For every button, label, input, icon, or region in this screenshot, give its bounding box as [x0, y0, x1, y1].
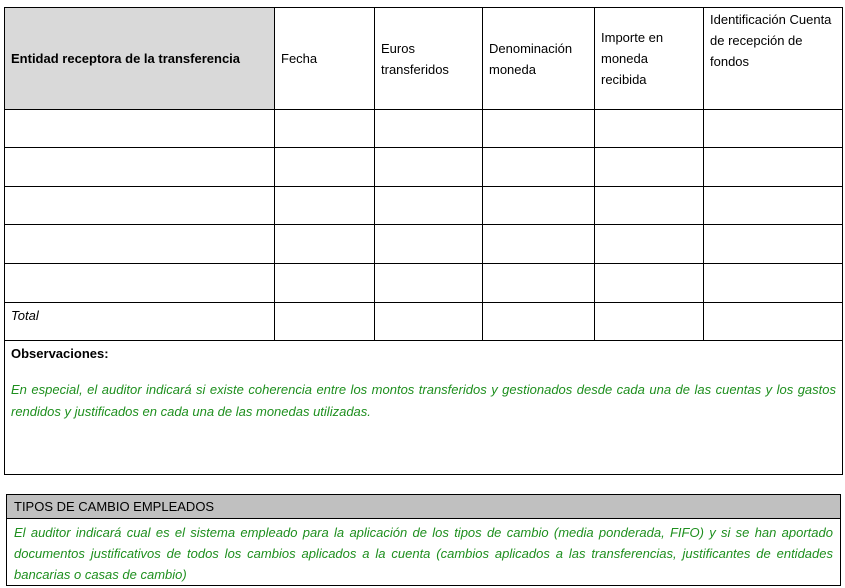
total-cell[interactable]	[274, 302, 375, 341]
table-cell[interactable]	[482, 263, 595, 303]
table-cell[interactable]	[703, 224, 843, 264]
table-cell[interactable]	[4, 109, 275, 148]
table-cell[interactable]	[274, 147, 375, 187]
table-cell[interactable]	[482, 186, 595, 225]
table-cell[interactable]	[594, 224, 704, 264]
table-cell[interactable]	[374, 186, 483, 225]
table-cell[interactable]	[703, 186, 843, 225]
tipos-cambio-title: TIPOS DE CAMBIO EMPLEADOS	[7, 495, 840, 519]
total-cell[interactable]	[482, 302, 595, 341]
table-cell[interactable]	[4, 224, 275, 264]
total-cell[interactable]	[374, 302, 483, 341]
table-cell[interactable]	[482, 224, 595, 264]
table-cell[interactable]	[482, 147, 595, 187]
total-cell[interactable]	[594, 302, 704, 341]
observaciones-title: Observaciones:	[11, 346, 109, 361]
table-cell[interactable]	[374, 263, 483, 303]
header-denominacion: Denominación moneda	[482, 7, 595, 110]
table-cell[interactable]	[374, 147, 483, 187]
table-cell[interactable]	[274, 109, 375, 148]
table-cell[interactable]	[274, 186, 375, 225]
table-cell[interactable]	[374, 109, 483, 148]
table-cell[interactable]	[274, 224, 375, 264]
table-cell[interactable]	[594, 147, 704, 187]
header-identificacion: Identificación Cuenta de recepción de fondos	[703, 7, 843, 110]
table-cell[interactable]	[274, 263, 375, 303]
table-cell[interactable]	[594, 263, 704, 303]
observaciones-box[interactable]	[4, 340, 843, 475]
table-cell[interactable]	[703, 109, 843, 148]
total-label: Total	[4, 302, 275, 341]
total-cell[interactable]	[703, 302, 843, 341]
table-cell[interactable]	[482, 109, 595, 148]
header-entidad: Entidad receptora de la transferencia	[4, 7, 275, 110]
table-cell[interactable]	[4, 263, 275, 303]
table-cell[interactable]	[594, 186, 704, 225]
table-cell[interactable]	[594, 109, 704, 148]
table-cell[interactable]	[703, 263, 843, 303]
tipos-cambio-section	[6, 494, 841, 586]
table-cell[interactable]	[374, 224, 483, 264]
table-cell[interactable]	[4, 147, 275, 187]
observaciones-text: En especial, el auditor indicará si existe coherencia entre los montos transferidos y gestionados desde cada una de las cuentas y los gastos rendidos y justificados en cada una de las monedas utilizadas.	[11, 382, 836, 419]
table-cell[interactable]	[703, 147, 843, 187]
header-importe: Importe en moneda recibida	[594, 7, 704, 110]
header-fecha: Fecha	[274, 7, 375, 110]
header-euros: Euros transferidos	[374, 7, 483, 110]
tipos-cambio-text[interactable]: El auditor indicará cual es el sistema empleado para la aplicación de los tipos de cambio (media ponderada, FIFO) y si se han aportado documentos justificativos de todos los cambios aplicados a la cuenta (cambios aplicados a las transferencias, justificantes de entidades bancarias o casas de cambio)	[14, 525, 833, 582]
table-cell[interactable]	[4, 186, 275, 225]
